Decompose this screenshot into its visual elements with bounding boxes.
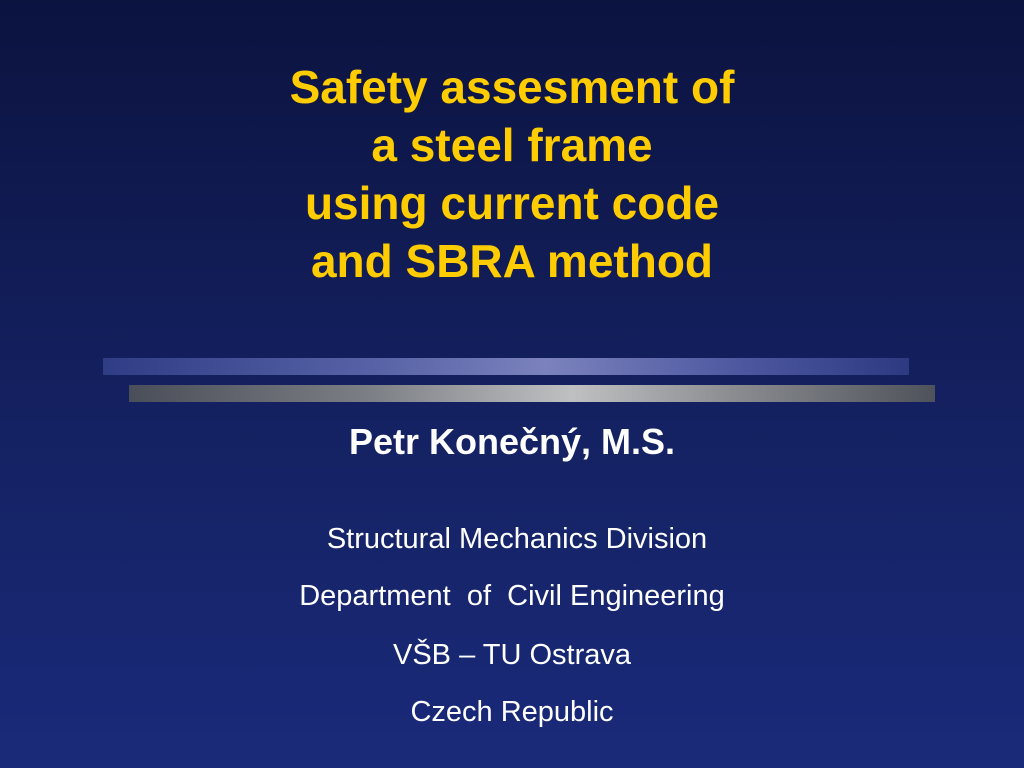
slide-title <box>0 58 1024 290</box>
affiliation-division: Structural Mechanics Division <box>326 523 708 555</box>
affiliation-university: VŠB – TU Ostrava <box>393 639 631 671</box>
title-line: a steel frame <box>371 119 653 171</box>
title-line: using current code <box>304 177 720 229</box>
decorative-bar-bottom <box>129 385 935 402</box>
title-line: Safety assesment of <box>289 61 735 113</box>
title-line: and SBRA method <box>310 235 714 287</box>
affiliation-country: Czech Republic <box>410 696 614 728</box>
affiliation-department: Department of Civil Engineering <box>299 580 725 612</box>
decorative-bar-top <box>103 358 909 375</box>
author-name: Petr Konečný, M.S. <box>348 421 676 462</box>
